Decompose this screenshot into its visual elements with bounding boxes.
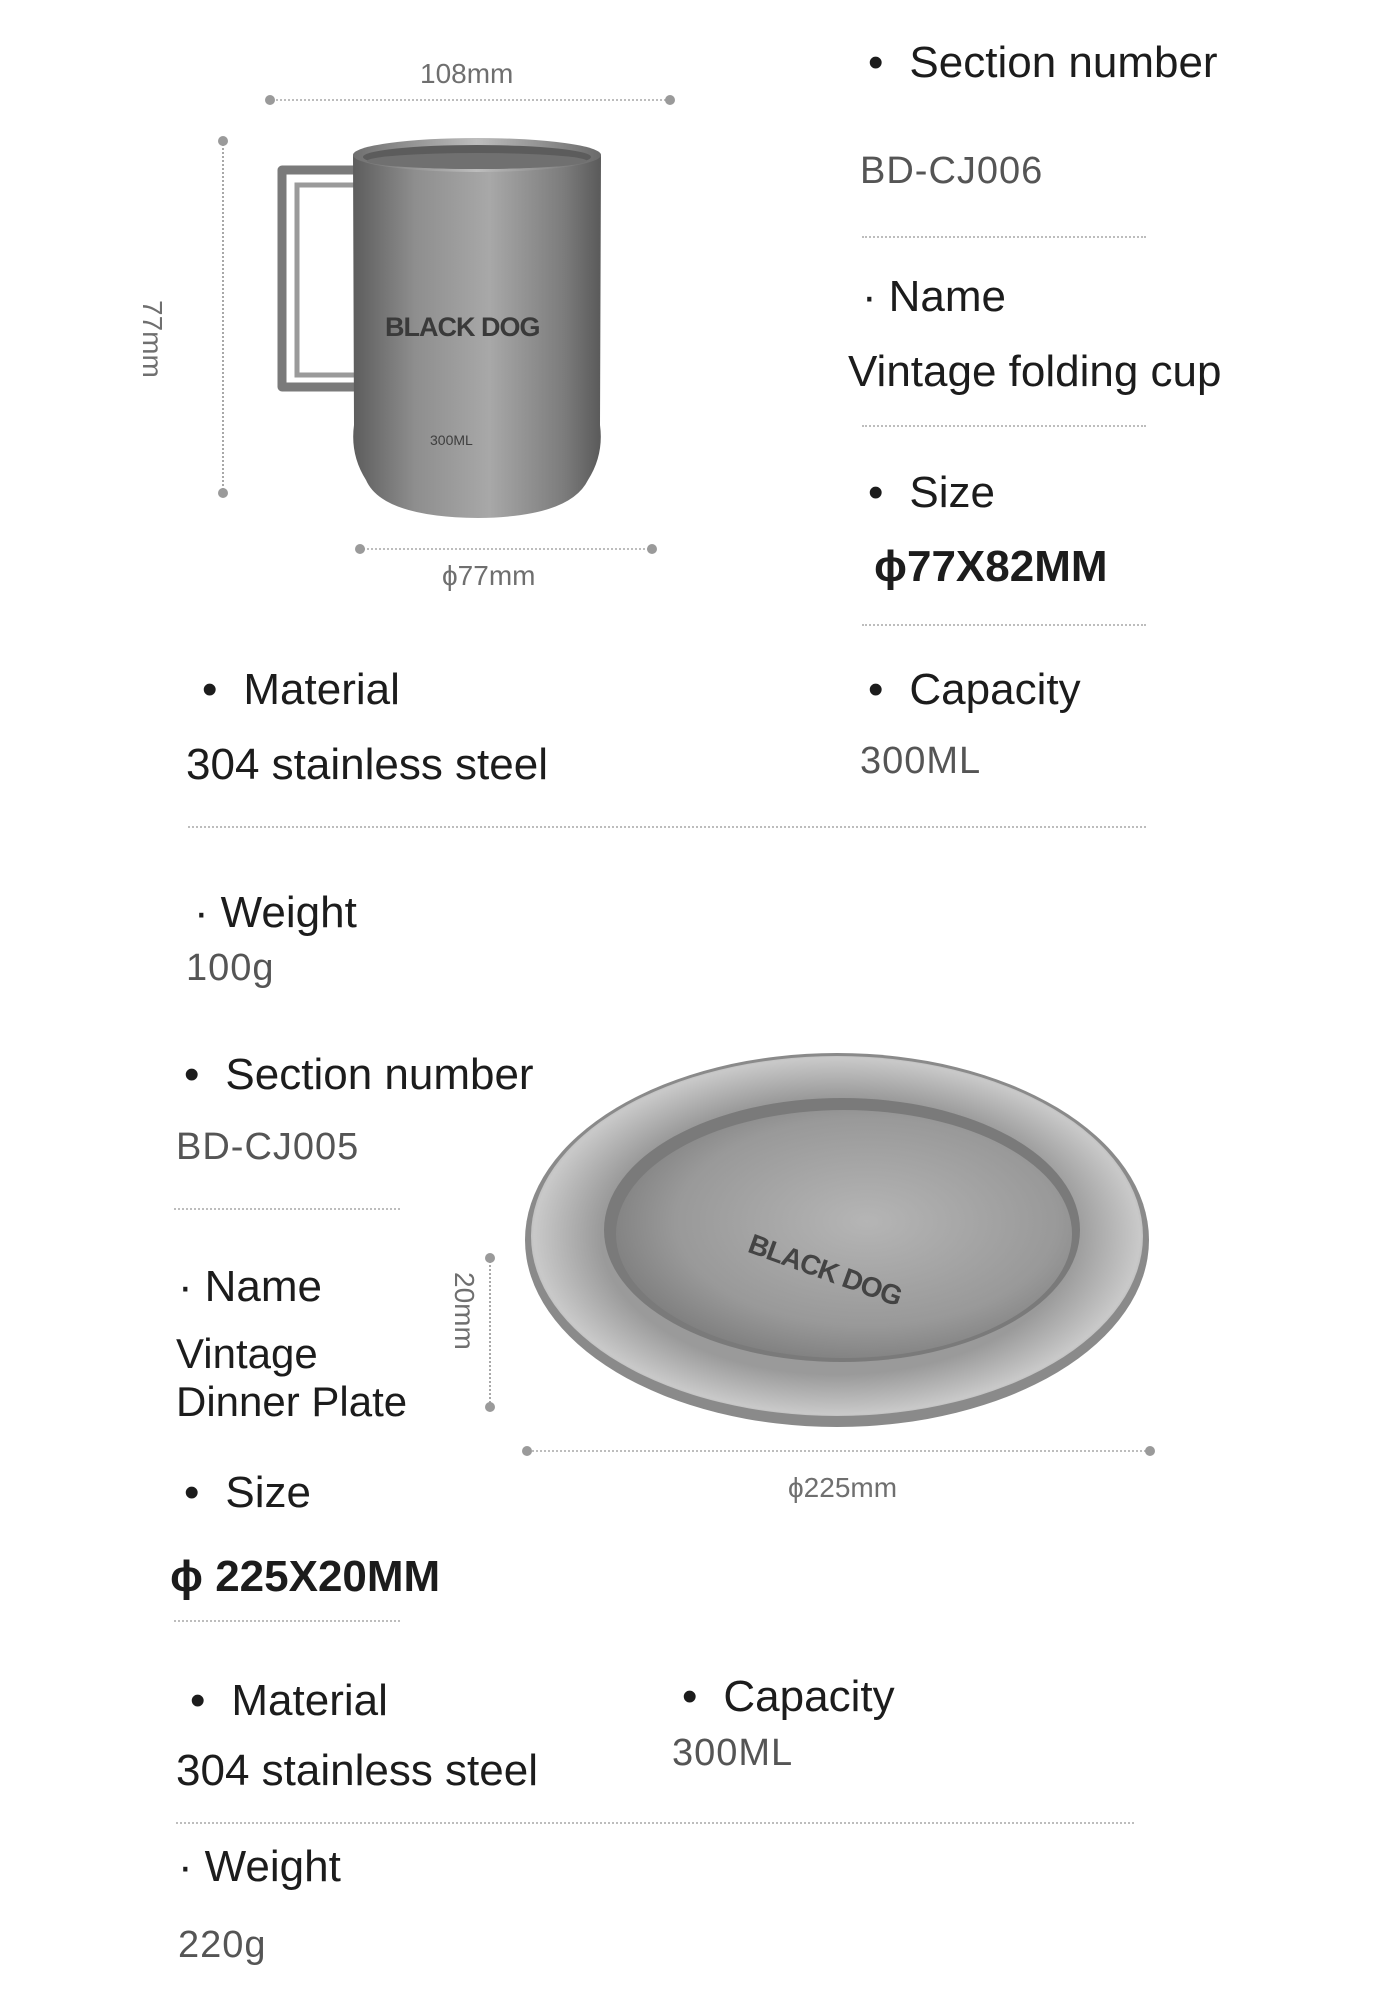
cup-size-value: ϕ77X82MM	[874, 542, 1108, 591]
plate-divider-2	[174, 1620, 400, 1622]
cup-width-line	[272, 99, 670, 101]
cup-diameter-line	[360, 548, 652, 550]
cup-capacity-label: • Capacity	[868, 665, 1081, 714]
plate-height-dimension: 20mm	[449, 1272, 480, 1350]
plate-size-label: • Size	[184, 1468, 311, 1517]
cup-material-label: • Material	[202, 665, 400, 714]
plate-height-node-top	[485, 1253, 495, 1263]
plate-height-line	[489, 1258, 491, 1406]
plate-height-node-bottom	[485, 1402, 495, 1412]
plate-material-label: • Material	[190, 1676, 388, 1725]
plate-diameter-node-left	[522, 1446, 532, 1456]
cup-diameter-node-right	[647, 544, 657, 554]
plate-name-value-line2: Dinner Plate	[176, 1378, 408, 1425]
cup-height-node-bottom	[218, 488, 228, 498]
cup-diameter-dimension: ϕ77mm	[442, 560, 536, 591]
cup-section-label: • Section number	[868, 38, 1218, 87]
plate-capacity-label: • Capacity	[682, 1672, 895, 1721]
plate-weight-value: 220g	[178, 1924, 267, 1966]
cup-height-line	[222, 140, 224, 490]
background-watermark	[140, 560, 165, 629]
cup-diameter-node-left	[355, 544, 365, 554]
cup-name-value: Vintage folding cup	[848, 347, 1222, 396]
cup-capacity-value: 300ML	[860, 740, 982, 782]
plate-image	[522, 1050, 1152, 1430]
plate-name-label: · Name	[178, 1262, 323, 1311]
cup-divider-2	[862, 425, 1146, 427]
plate-diameter-line	[528, 1450, 1150, 1452]
cup-capacity-mark: 300ML	[430, 432, 473, 448]
plate-name-value-line1: Vintage	[176, 1330, 318, 1377]
cup-width-node-left	[265, 95, 275, 105]
plate-capacity-value: 300ML	[672, 1732, 794, 1774]
plate-full-divider	[176, 1822, 1134, 1824]
plate-section-value: BD-CJ005	[176, 1126, 360, 1168]
cup-name-label: · Name	[862, 272, 1007, 321]
cup-width-node-right	[665, 95, 675, 105]
plate-brand-logo: BLACK DOG	[744, 1228, 906, 1313]
cup-width-dimension: 108mm	[420, 58, 514, 89]
cup-divider-3	[862, 624, 1146, 626]
cup-section-value: BD-CJ006	[860, 150, 1044, 192]
plate-weight-label: · Weight	[178, 1842, 341, 1891]
plate-size-value: ϕ 225X20MM	[170, 1552, 441, 1601]
plate-diameter-node-right	[1145, 1446, 1155, 1456]
cup-weight-label: · Weight	[194, 888, 357, 937]
plate-material-value: 304 stainless steel	[176, 1746, 538, 1795]
plate-diameter-dimension: ϕ225mm	[788, 1472, 898, 1503]
cup-brand-logo: BLACK DOG	[385, 312, 540, 342]
plate-divider-1	[174, 1208, 400, 1210]
cup-divider-1	[862, 236, 1146, 238]
plate-section-label: • Section number	[184, 1050, 534, 1099]
cup-material-value: 304 stainless steel	[186, 740, 548, 789]
cup-size-label: • Size	[868, 468, 995, 517]
cup-height-dimension: 77mm	[137, 300, 168, 378]
cup-height-node-top	[218, 136, 228, 146]
cup-weight-value: 100g	[186, 947, 275, 989]
cup-full-divider	[188, 826, 1146, 828]
